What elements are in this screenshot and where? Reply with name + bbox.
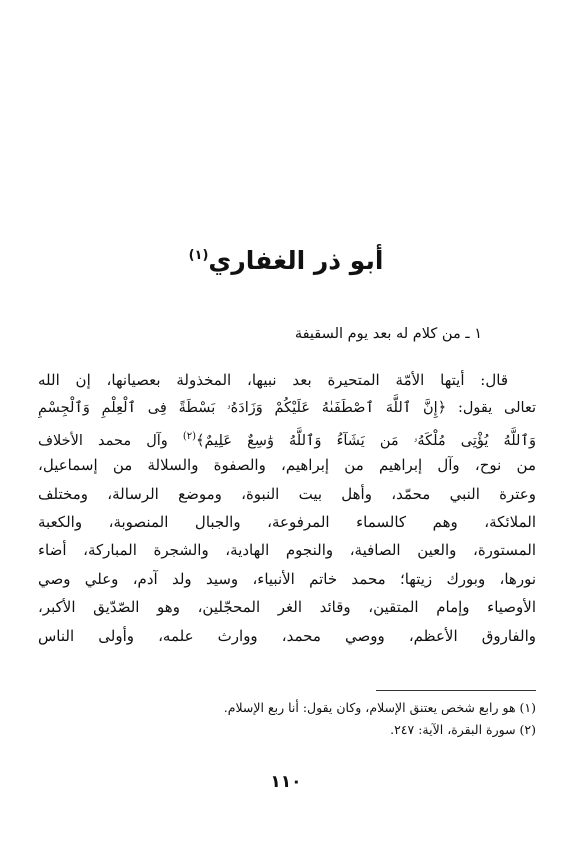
body-line-7: المستورة، والعين الصافية، والنجوم الهادية، والشجرة المباركة، أضاء — [38, 541, 536, 560]
section-heading: ١ ـ من كلام له بعد يوم السقيفة — [294, 326, 482, 342]
body-line-3-tail: وآل محمد الأخلاف — [38, 432, 183, 449]
body-line-3 — [38, 423, 536, 451]
body-line-9: الأوصياء وإمام المتقين، وقائد الغر المحجّلين، وهو الصّدّيق الأكبر، — [38, 598, 536, 617]
page-title — [0, 236, 572, 281]
body-line-2: تعالى يقول: ﴿إِنَّ ٱللَّهَ ٱصْطَفَىٰهُ عَلَيْكُمْ وَزَادَهُۥ بَسْطَةً فِى ٱلْعِلْمِ وَٱلْجِسْمِ — [38, 400, 536, 417]
title-footnote-marker: (١) — [188, 248, 209, 263]
body-line-1: قال: أيتها الأمّة المتحيرة بعد نبيها، المخذولة بعصيانها، إن الله — [38, 371, 508, 389]
body-line-8: نورها، وبورك زيتها؛ محمد خاتم الأنبياء، وسيد ولد آدم، وعلي وصي — [38, 569, 536, 588]
footnotes — [40, 697, 536, 741]
body-line-10: والفاروق الأعظم، ووصي محمد، ووارث علمه، وأولى الناس — [38, 626, 536, 645]
body-line-5: وعترة النبي محمّد، وأهل بيت النبوة، وموضع الرسالة، ومختلف — [38, 484, 536, 503]
footnote-1: (١) هو رابع شخص يعتنق الإسلام، وكان يقول: أنا ربع الإسلام. — [223, 700, 536, 715]
page-title-text: أبو ذر الغفاري — [208, 246, 384, 275]
page-number: ١١٠ — [270, 772, 302, 792]
body-paragraph — [38, 366, 536, 650]
footnote-2: (٢) سورة البقرة، الآية: ٢٤٧. — [390, 722, 536, 737]
quran-verse-end: وَٱللَّهُ يُؤْتِى مُلْكَهُۥ مَن يَشَآءُ وَٱللَّهُ وَٰسِعٌ عَلِيمٌ﴾ — [196, 432, 536, 449]
verse-footnote-marker: (٢) — [182, 430, 197, 442]
body-line-4: من نوح، وآل إبراهيم من إبراهيم، والصفوة والسلالة من إسماعيل، — [38, 456, 536, 475]
footnote-divider — [376, 690, 536, 691]
body-line-6: الملائكة، وهم كالسماء المرفوعة، والجبال المنصوبة، والكعبة — [38, 512, 536, 531]
